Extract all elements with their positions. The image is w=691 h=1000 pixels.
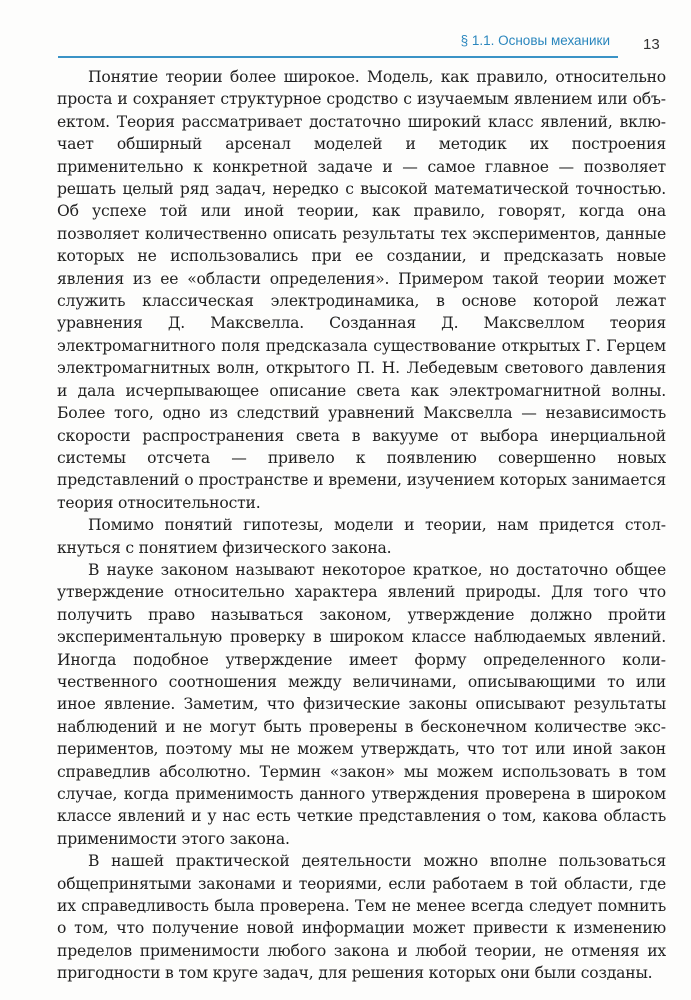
- paragraph-practice: В нашей практической деятельности можно вполне пользоваться общепринятыми законами и теориями, если работаем в той области, где их справедливость была проверена. Тем не менее всегда следует помнить о том, что получение новой информации может привести к изменению пределов применимости любого закона и любой теории, не отменяя их пригодности в том круге задач, для решения которых они были созданы.: [57, 852, 666, 983]
- section-title: § 1.1. Основы механики: [460, 33, 610, 48]
- running-header: [58, 30, 618, 58]
- paragraph-law-intro: Помимо понятий гипотезы, модели и теории, нам придется столкнуться с понятием физического закона.: [57, 516, 666, 557]
- page-number: 13: [643, 36, 660, 53]
- body-text: [57, 66, 666, 985]
- paragraph-theory: Понятие теории более широкое. Модель, как правило, относительно проста и сохраняет структурное сродство с изучаемым явлением или объектом. Теория рассматривает достаточно широкий класс явлений, включает обширный арсенал моделей и методик их построения применительно к конкретной задаче и — самое главное — позволяет решать целый ряд задач, нередко с высокой математической точностью. Об успехе той или иной теории, как правило, говорят, когда она позволяет количественно описать результаты тех экспериментов, данные которых не использовались при ее создании, и предсказать новые явления из ее «области определения». Примером такой теории может служить классическая электродинамика, в основе которой лежат уравнения Д. Максвелла. Созданная Д. Максвеллом теория электромагнитного поля предсказала существование открытых Г. Герцем электромагнитных волн, открытого П. Н. Лебедевым светового давления и дала исчерпывающее описание света как электромагнитной волны. Более того, одно из следствий уравнений Максвелла — независимость скорости распространения света в вакууме от выбора инерциальной системы отсчета — привело к появлению совершенно новых представлений о пространстве и времени, изучением которых занимается теория относительности.: [57, 68, 666, 512]
- paragraph-law-definition: В науке законом называют некоторое краткое, но достаточно общее утверждение относительно характера явлений природы. Для того что получить право называться законом, утверждение должно пройти экспериментальную проверку в широком классе наблюдаемых явлений. Иногда подобное утверждение имеет форму определенного количественного соотношения между величинами, описывающими то или иное явление. Заметим, что физические законы описывают результаты наблюдений и не могут быть проверены в бесконечном количестве экспериментов, поэтому мы не можем утверждать, что тот или иной закон справедлив абсолютно. Термин «закон» мы можем использовать в том случае, когда применимость данного утверждения проверена в широком классе явлений и у нас есть четкие представления о том, какова область применимости этого закона.: [57, 560, 666, 848]
